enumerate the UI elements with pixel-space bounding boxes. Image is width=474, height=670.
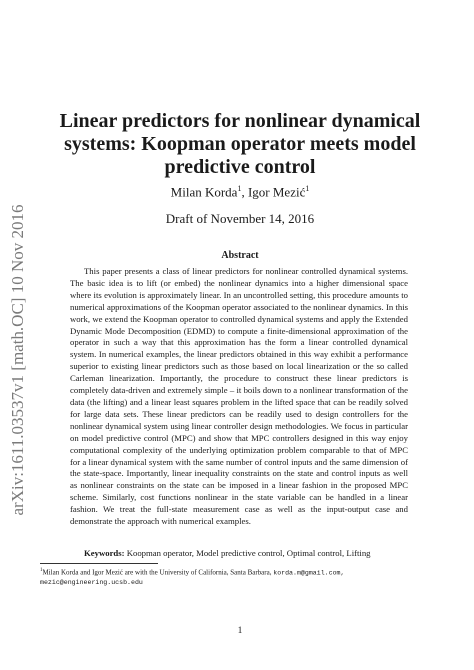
affiliation-mark: 1 bbox=[305, 184, 310, 193]
footnote-rule bbox=[40, 563, 158, 564]
author-korda: Milan Korda bbox=[170, 184, 238, 200]
page-number: 1 bbox=[237, 626, 243, 636]
keywords-line bbox=[84, 548, 414, 559]
arxiv-identifier: arXiv:1611.03537v1 [math.OC] 10 Nov 2016 bbox=[8, 204, 27, 516]
email-korda: korda.m@gmail.com, bbox=[273, 569, 345, 577]
affiliation-mark: 1 bbox=[237, 184, 242, 193]
keywords-text: Koopman operator, Model predictive control, Optimal control, Lifting bbox=[126, 548, 371, 558]
draft-date: Draft of November 14, 2016 bbox=[165, 211, 315, 226]
footnote-mark: 1 bbox=[40, 568, 43, 573]
author-mezic: Igor Mezić bbox=[247, 184, 306, 200]
abstract-heading: Abstract bbox=[221, 250, 259, 261]
email-mezic: mezic@engineering.ucsb.edu bbox=[40, 578, 143, 586]
author-line bbox=[40, 184, 440, 200]
abstract-body: This paper presents a class of linear predictors for nonlinear controlled dynamical systems. The basic idea is to lift (or embed) the nonlinear dynamics into a higher dimensional space where its evolution is approximately linear. In an uncontrolled setting, this procedure amounts to numerical approximations of the Koopman operator associated to the nonlinear dynamics. In this work, we extend the Koopman operator to controlled dynamical systems and apply the Extended Dynamic Mode Decomposition (EDMD) to compute a finite-dimensional approximation of the operator in such a way that this approximation has the form a linear controlled dynamical system. In numerical examples, the linear predictors obtained in this way exhibit a performance superior to existing linear predictors such as those based on local linearization or the so called Carleman linearization. Importantly, the procedure to construct these linear predictors is completely data-driven and extremely simple – it boils down to a nonlinear transformation of the data (the lifting) and a linear least squares problem in the lifted space that can be readily solved for large data sets. These linear predictors can be readily used to design controllers for the nonlinear dynamical system using linear controller design methodologies. We focus in particular on model predictive control (MPC) and show that MPC controllers designed in this way enjoy computational complexity of the underlying optimization problem comparable to that of MPC for a linear dynamical system with the same number of control inputs and the same dimension of the state-space. Importantly, linear inequality constraints on the state and control inputs as well as nonlinear constraints on the state can be imposed in a linear fashion in the proposed MPC scheme. Similarly, cost functions nonlinear in the state variable can be handled in a linear fashion. We treat the full-state measurement case as well as the input-output case and demonstrate the approach with numerical examples. bbox=[70, 266, 408, 527]
keywords-label: Keywords: bbox=[84, 548, 125, 558]
paper-title: Linear predictors for nonlinear dynamical systems: Koopman operator meets model predictive control bbox=[59, 110, 421, 178]
author-separator: , bbox=[241, 184, 248, 200]
affiliation-footnote bbox=[40, 566, 434, 588]
arxiv-stamp bbox=[6, 180, 30, 540]
footnote-text: Milan Korda and Igor Mezić are with the University of California, Santa Barbara, bbox=[42, 568, 272, 577]
